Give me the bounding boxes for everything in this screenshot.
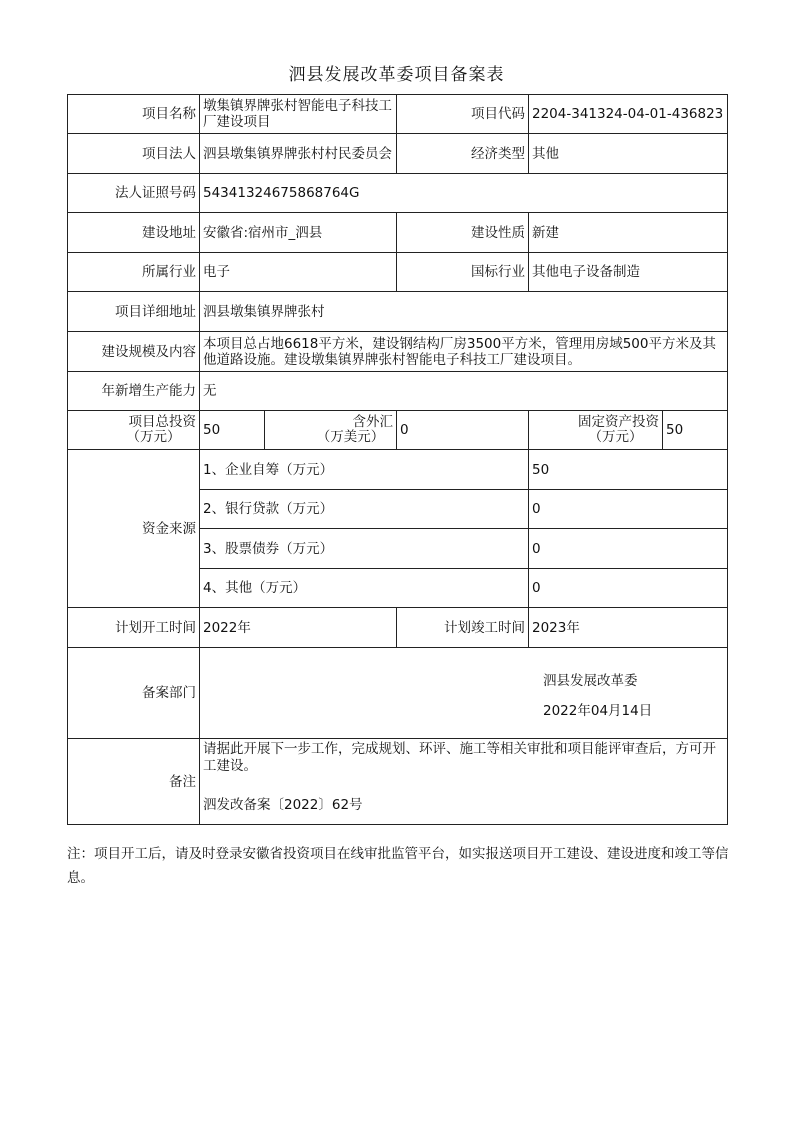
address-label: 项目详细地址 <box>68 292 200 332</box>
nature-value: 新建 <box>529 213 728 253</box>
economy-type-value: 其他 <box>529 134 728 174</box>
dept-cell <box>200 648 728 739</box>
economy-type-label: 经济类型 <box>397 134 529 174</box>
location-label: 建设地址 <box>68 213 200 253</box>
row-remark <box>68 739 728 825</box>
fixed-invest-label-line2: （万元） <box>588 429 643 445</box>
project-code-value: 2204-341324-04-01-436823 <box>529 95 728 134</box>
row-dept <box>68 648 728 739</box>
row-capacity <box>68 372 728 411</box>
fixed-invest-value: 50 <box>663 411 728 450</box>
national-industry-label: 国标行业 <box>397 253 529 292</box>
total-invest-value: 50 <box>200 411 265 450</box>
forex-value: 0 <box>397 411 529 450</box>
forex-label-line2: （万美元） <box>316 429 385 445</box>
row-funding-1 <box>68 450 728 490</box>
dept-name: 泗县发展改革委 <box>543 673 638 689</box>
funding-item-label: 4、其他（万元） <box>200 569 529 608</box>
project-name-label: 项目名称 <box>68 95 200 134</box>
funding-item-value: 0 <box>529 490 728 529</box>
capacity-value: 无 <box>200 372 728 411</box>
capacity-label: 年新增生产能力 <box>68 372 200 411</box>
total-invest-label <box>68 411 200 450</box>
remark-number: 泗发改备案〔2022〕62号 <box>203 797 363 813</box>
project-name-value: 墩集镇界牌张村智能电子科技工厂建设项目 <box>200 95 397 134</box>
scale-value: 本项目总占地6618平方米，建设钢结构厂房3500平方米，管理用房域500平方米及其他道路设施。建设墩集镇界牌张村智能电子科技工厂建设项目。 <box>200 332 728 372</box>
project-code-label: 项目代码 <box>397 95 529 134</box>
row-cert <box>68 174 728 213</box>
row-schedule <box>68 608 728 648</box>
remark-cell <box>200 739 728 825</box>
end-value: 2023年 <box>529 608 728 648</box>
industry-label: 所属行业 <box>68 253 200 292</box>
start-label: 计划开工时间 <box>68 608 200 648</box>
funding-label: 资金来源 <box>68 450 200 608</box>
industry-value: 电子 <box>200 253 397 292</box>
dept-label: 备案部门 <box>68 648 200 739</box>
dept-date: 2022年04月14日 <box>543 703 653 719</box>
funding-item-label: 1、企业自筹（万元） <box>200 450 529 490</box>
cert-value: 54341324675868764G <box>200 174 728 213</box>
form-title: 泗县发展改革委项目备案表 <box>288 65 505 85</box>
funding-item-label: 2、银行贷款（万元） <box>200 490 529 529</box>
fixed-invest-label <box>529 411 663 450</box>
remark-label: 备注 <box>68 739 200 825</box>
total-invest-label-line1: 项目总投资 <box>128 414 196 430</box>
start-value: 2022年 <box>200 608 397 648</box>
funding-item-value: 0 <box>529 569 728 608</box>
footnote: 注：项目开工后，请及时登录安徽省投资项目在线审批监管平台，如实报送项目开工建设、建设进度和竣工等信息。 <box>67 846 729 886</box>
row-scale <box>68 332 728 372</box>
scale-label: 建设规模及内容 <box>68 332 200 372</box>
location-value: 安徽省:宿州市_泗县 <box>200 213 397 253</box>
row-location <box>68 213 728 253</box>
filing-table <box>67 94 728 825</box>
fixed-invest-label-line1: 固定资产投资 <box>578 414 659 430</box>
row-legal-person <box>68 134 728 174</box>
row-project-name <box>68 95 728 134</box>
funding-item-value: 50 <box>529 450 728 490</box>
forex-label <box>265 411 397 450</box>
forex-label-line1: 含外汇 <box>352 414 393 430</box>
nature-label: 建设性质 <box>397 213 529 253</box>
cert-label: 法人证照号码 <box>68 174 200 213</box>
row-investment <box>68 411 728 450</box>
total-invest-label-line2: （万元） <box>126 429 181 445</box>
national-industry-value: 其他电子设备制造 <box>529 253 728 292</box>
row-industry <box>68 253 728 292</box>
legal-person-value: 泗县墩集镇界牌张村村民委员会 <box>200 134 397 174</box>
end-label: 计划竣工时间 <box>397 608 529 648</box>
remark-text: 请据此开展下一步工作，完成规划、环评、施工等相关审批和项目能评审查后，方可开工建设。 <box>203 741 716 774</box>
funding-item-label: 3、股票债券（万元） <box>200 529 529 569</box>
address-value: 泗县墩集镇界牌张村 <box>200 292 728 332</box>
row-address <box>68 292 728 332</box>
funding-item-value: 0 <box>529 529 728 569</box>
legal-person-label: 项目法人 <box>68 134 200 174</box>
